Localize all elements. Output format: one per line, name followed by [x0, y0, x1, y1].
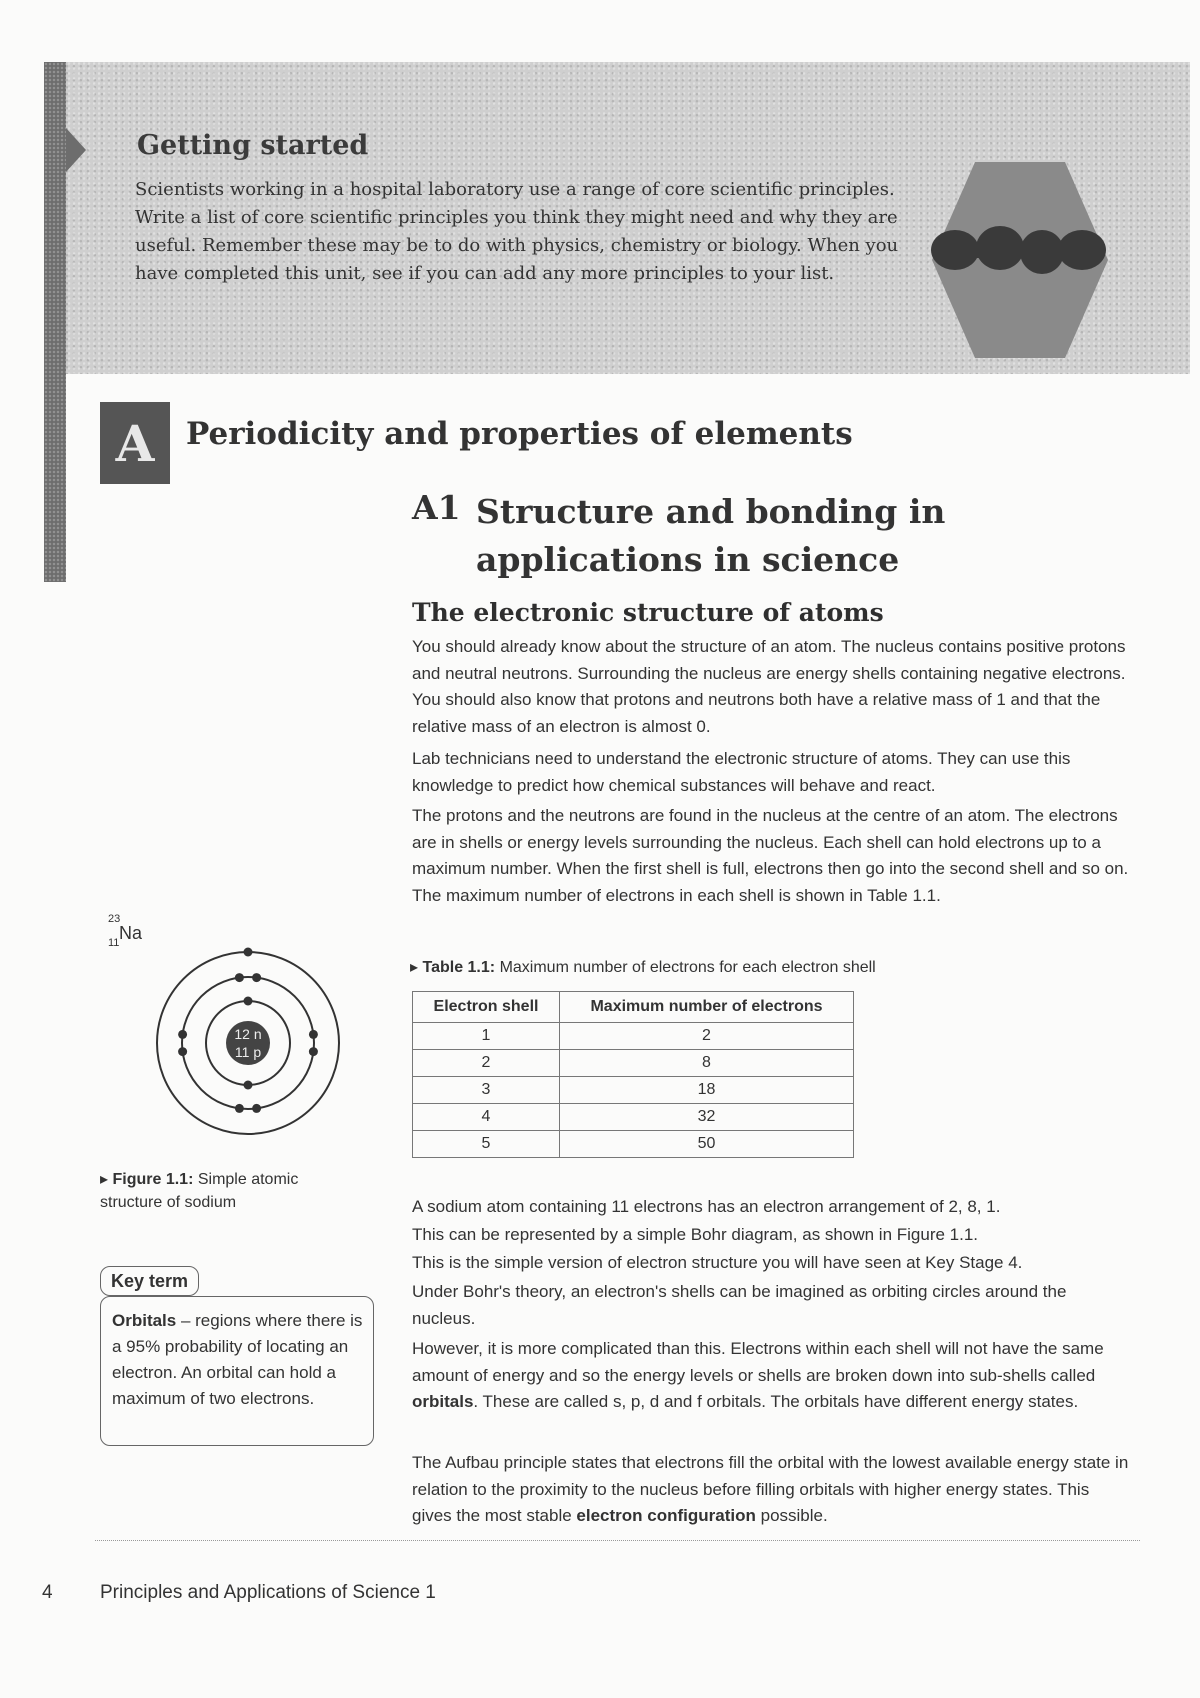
- paragraph-key-stage: This is the simple version of electron structure you will have seen at Key Stage 4.: [412, 1253, 1023, 1272]
- table-caption: [410, 957, 876, 977]
- table-row: [413, 1023, 854, 1050]
- nucleus-neutrons: 12 n: [234, 1026, 262, 1042]
- caption-arrow-icon: ▸: [410, 959, 423, 976]
- paragraph-atom-structure: You should already know about the structure of an atom. The nucleus contains positive protons and neutral neutrons. Surrounding the nucleus are energy shells containing negative electrons. You should also know that protons and neutrons both have a relative mass of 1 and that the relative mass of an electron is almost 0.: [412, 637, 1126, 736]
- paragraph-orbitals: [412, 1336, 1132, 1416]
- figure-caption-text: Simple atomic structure of sodium: [100, 1171, 299, 1211]
- electron: [244, 997, 253, 1006]
- footer-book-title: Principles and Applications of Science 1: [100, 1582, 436, 1603]
- caption-arrow-icon: ▸: [100, 1171, 113, 1188]
- table-cell: 50: [560, 1131, 854, 1158]
- table-cell: 32: [560, 1104, 854, 1131]
- text-run: However, it is more complicated than this. Electrons within each shell will not have the same amount of energy and so the energy levels or shells are broken down into sub-shells called: [412, 1339, 1104, 1385]
- unit-title: Structure and bonding in applications in science: [476, 492, 946, 579]
- footer-divider: [95, 1540, 1140, 1541]
- chapter-edge-strip: [44, 62, 66, 582]
- electron: [178, 1047, 187, 1056]
- table-cell: 2: [413, 1050, 560, 1077]
- bold-term: electron configuration: [576, 1506, 756, 1525]
- table-row: [413, 1077, 854, 1104]
- text-run: possible.: [755, 1506, 828, 1525]
- electron: [309, 1047, 318, 1056]
- figure-caption: [100, 1168, 340, 1214]
- electron: [252, 973, 261, 982]
- electron: [178, 1030, 187, 1039]
- sodium-bohr-diagram: [108, 900, 378, 1150]
- electron: [309, 1030, 318, 1039]
- electron: [252, 1104, 261, 1113]
- section-badge: A: [100, 402, 170, 484]
- table-header: Electron shell: [413, 992, 560, 1023]
- key-term-text: – regions where there is a 95% probability of locating an electron. An orbital can hold a maximum of two electrons.: [112, 1311, 363, 1408]
- getting-started-text: Scientists working in a hospital laboratory use a range of core scientific principles. Write a list of core scientific principles you think they might need and why they are useful. Remember these may be to do with physics, chemistry or biology. When you have completed this unit, see if you can add any more principles to your list.: [135, 179, 899, 284]
- paragraph-bohr-diagram: This can be represented by a simple Bohr diagram, as shown in Figure 1.1.: [412, 1225, 979, 1244]
- figure-caption-label: Figure 1.1:: [112, 1171, 194, 1188]
- table-cell: 4: [413, 1104, 560, 1131]
- table-caption-label: Table 1.1:: [422, 959, 496, 976]
- element-symbol: Na: [119, 923, 143, 943]
- electron: [244, 1081, 253, 1090]
- table-cell: 3: [413, 1077, 560, 1104]
- unit-number: A1: [412, 488, 461, 527]
- table-row: [413, 1131, 854, 1158]
- table-cell: 1: [413, 1023, 560, 1050]
- paragraph-bohr-theory: Under Bohr's theory, an electron's shells can be imagined as orbiting circles around the nucleus.: [412, 1282, 1067, 1328]
- table-row: [413, 1104, 854, 1131]
- text-run: . These are called s, p, d and f orbitals. The orbitals have different energy states.: [473, 1392, 1079, 1411]
- electron: [235, 1104, 244, 1113]
- nucleus-protons: 11 p: [234, 1044, 262, 1060]
- table-row: [413, 1050, 854, 1077]
- arrow-marker-icon: [66, 128, 86, 172]
- section-title: Periodicity and properties of elements: [186, 416, 853, 452]
- electron-shell-table: [412, 991, 854, 1158]
- paragraph-sodium-arrangement: A sodium atom containing 11 electrons has an electron arrangement of 2, 8, 1.: [412, 1197, 1001, 1216]
- table-caption-text: Maximum number of electrons for each electron shell: [499, 959, 876, 976]
- key-term-word: Orbitals: [112, 1311, 177, 1330]
- table-header: Maximum number of electrons: [560, 992, 854, 1023]
- paragraph-aufbau: [412, 1450, 1132, 1530]
- paragraph-shells: The protons and the neutrons are found in the nucleus at the centre of an atom. The electrons are in shells or energy levels surrounding the nucleus. Each shell can hold electrons up to a maximum number. When the first shell is full, electrons then go into the second shell and so on. The maximum number of electrons in each shell is shown in Table 1.1.: [412, 806, 1129, 905]
- mass-number: 23: [108, 913, 121, 925]
- key-term-tab: Key term: [100, 1266, 199, 1296]
- text-run: The Aufbau principle states that electrons fill the orbital with the lowest available energy state in relation to the proximity to the nucleus before filling orbitals with higher energy states. This gives the most stable: [412, 1453, 1129, 1525]
- hexagon-molecule-icon: [930, 160, 1110, 360]
- table-cell: 8: [560, 1050, 854, 1077]
- key-term-definition: [112, 1308, 364, 1412]
- getting-started-title: Getting started: [137, 130, 369, 161]
- electron: [235, 973, 244, 982]
- electron: [244, 948, 253, 957]
- page-number: 4: [42, 1582, 53, 1603]
- subheading: The electronic structure of atoms: [412, 598, 884, 627]
- table-cell: 2: [560, 1023, 854, 1050]
- atomic-number: 11: [108, 937, 120, 949]
- table-cell: 18: [560, 1077, 854, 1104]
- table-cell: 5: [413, 1131, 560, 1158]
- paragraph-lab-technicians: Lab technicians need to understand the electronic structure of atoms. They can use this knowledge to predict how chemical substances will behave and react.: [412, 749, 1071, 795]
- bold-term: orbitals: [412, 1392, 474, 1411]
